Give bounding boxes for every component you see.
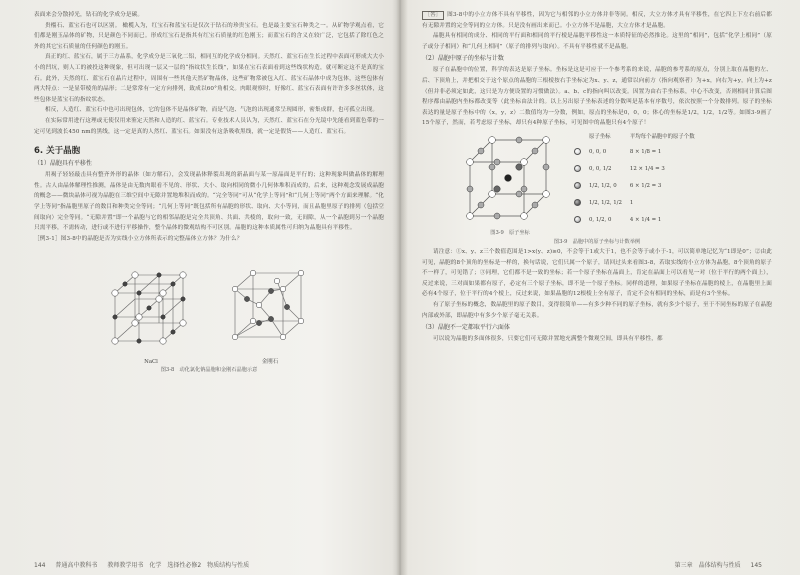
table-cell-coordinate: 0, 0, 0 — [589, 149, 607, 156]
figure-nacl — [105, 263, 197, 365]
figure-3-9 — [462, 132, 772, 236]
table-cell-coordinate: 0, 0, 1/2 — [589, 166, 612, 173]
figure-3-8-caption: 图3-8 动化氯化钠晶胞和金刚石晶胞示意 — [160, 367, 258, 374]
figure-3-9-caption-top: 图3-9 原子坐标 — [490, 229, 530, 236]
corner-atom-icon — [574, 148, 581, 155]
table-header-coordinate: 原子坐标 — [589, 133, 611, 140]
example-label: ［例3-1］ — [34, 235, 61, 242]
example-text: 图3-8中的晶胞是否为实线小立方体所表示的完整晶体立方体？为什么？ — [60, 235, 243, 242]
nacl-label: NaCl — [144, 359, 158, 366]
right-footer — [675, 560, 770, 569]
face-atom-icon — [574, 182, 581, 189]
diamond-label: 金刚石 — [261, 359, 279, 366]
right-page-number: 145 — [750, 562, 762, 569]
left-footer-book: 教师教学用书 化学 选择性必修2 物质结构与性质 — [107, 562, 250, 569]
left-footer-series: 普通高中教科书 — [55, 562, 98, 569]
paragraph-coordinates: 原子在晶胞中的位置，科学的表达是原子坐标。坐标是这是可应于一个参考系的来说，晶胞的参考系的原点，分别上取在晶胞的左、后、下顶角上，并把相交于这个原点的晶胞的三根棱按右手坐标定为x、y、z，通常以向前方（指向观察者）为+x，向右为+y，向上为+z（但并非必须定如此，这只是为方便设置的习惯做法）。a、b、c的指向叫以改变。因置为由右手坐标系，中心不改变，否则相同计算后图程序都由晶胞内坐标都改变等（此坐标由法计的。以上另出原子坐标表述的分数叫是基本有序数号，依次按照一个分数排列。原子的坐标表达的量是原子坐标中的（x，y，z）二数值均为一分数，例如，原点的坐标是0，0，0；体心的坐标是1/2，1/2，1/2等。如图3-9画了15个原子，然而，若考虑原子坐标，却只有4种原子坐标，可见图中的晶胞只有4个原子！ — [422, 67, 772, 127]
right-footer-chapter: 第三章 晶体结构与性质 — [674, 562, 741, 569]
table-cell-count: 6 × 1/2 = 3 — [629, 183, 662, 190]
edge-atom-icon — [574, 216, 581, 223]
paragraph-synthetic: 相反，人造红、蓝宝石中也可出现包体，它的包体不是晶体矿物，而是气泡、气泡的出现通常呈现圆形，密集成群，也可孤立出现。 — [45, 107, 379, 114]
paragraph-diamond-end: 表面来会分散掉光，钻石的化学成分是碳。 — [34, 12, 144, 18]
subsection-coordinates: （2）晶胞中原子的坐标与计数 — [422, 55, 504, 63]
paragraph-counting: 有了原子坐标的概念，数晶胞里的原子数目，变得很简单——有多少种不同的原子坐标，就有多少个原子，至于不同坐标的原子在晶胞内部或外部，即晶胞中有多少个原子毫无关系。 — [422, 301, 772, 319]
figure-diamond — [227, 261, 313, 365]
edge-atom-icon — [574, 165, 581, 172]
answer-text: 图3-8中的小立方体不具有平移性，因为它与相邻的小立方体并非等同。相反，大立方体才具有平移性，在它四上下左右前后都有无隙并置的完全等同的立方体。只是没有画出来而已。小立方体不是晶胞，大立方体才是晶胞。 — [422, 12, 772, 29]
nacl-lattice-diagram — [105, 263, 197, 355]
figure-3-9-cell — [462, 132, 558, 236]
answer-paragraph — [422, 10, 772, 31]
table-cell-count: 8 × 1/8 = 1 — [629, 149, 662, 156]
paragraph-polyhedra: 可以说为晶胞的多面体很多，只要它们可无隙并置地充满整个微观空间，即具有平移性，都 — [433, 336, 663, 343]
paragraph-translation: 晶胞具有相同的成分、相同的平行面和相同的平行棱是晶胞平移性这一本质特征的必然推论。这里的“相同”，包括“化学上相同”（原子或分子相同）和“几何上相同”（原子的排列与取向）。不具有平移性就不是晶胞。 — [422, 33, 772, 50]
atom-coordinate-cube — [462, 132, 558, 224]
example-question — [34, 234, 384, 245]
diamond-lattice-diagram — [227, 261, 313, 353]
paragraph-note: 请注意：①x、y、z三个数值范围是1>x(y、z)≥0，不会等于1或大于1，也不会等于或小于-1，可以简单地记忆为“1即是0”；②由此可见，晶胞的8个顶角的坐标是一样的，换句话说，它们只属一个原子，请回过头来看图3-8，若取实线的小立方体为晶胞，8个顶角的原子不一样了，可见错了；③同理，它们都不是一致的坐标；若一个原子坐标在晶面上，肯定在晶面上可以看见一对（位于平行的两个面上），反过来说，三对面如果都有原子，必定有三个原子坐标，即不是一个原子坐标。同样的道理，如果原子坐标在晶胞的棱上，在晶胞里上面必有4个原子，位于平行的4个棱上，反过来说，如果晶胞的12根棱上全有原子，肯定不会有相同的坐标，而是有3个坐标。 — [422, 248, 773, 298]
left-page-number: 144 — [34, 562, 46, 569]
paragraph-ruby-sapphire: 贵榴石、蓝宝石也可以区别。 橄榄入为，红宝石和蓝宝石是仅次于钻石的珍贵宝石。也是最主要宝石种类之一。从矿物学观点看，它们都是刚玉品体的矿物，只是颜色不同而已。形成红宝石是指其有红宝石质量的红色刚玉；而蓝宝石的含义在较广泛，它包括了除红色之外的其它宝石质量的任何颜色的刚玉。 — [34, 22, 384, 50]
answer-label: ［答］ — [422, 11, 444, 20]
body-center-atom-icon — [574, 199, 581, 206]
table-row — [570, 161, 699, 178]
table-cell-count: 1 — [629, 200, 634, 207]
atom-count-table — [570, 132, 699, 229]
table-row — [570, 144, 699, 161]
subsection-parallelepiped: （3）晶胞不一定都取平行六面体 — [422, 324, 510, 332]
left-footer — [34, 560, 257, 569]
table-row — [570, 195, 699, 212]
table-cell-coordinate: 0, 1/2, 0 — [589, 217, 612, 224]
table-cell-count: 4 × 1/4 = 1 — [629, 217, 662, 224]
paragraph-unit-cell: 用褐子轻轻敲击具有整齐外形的晶体（如方解石），会发现晶体释裂出现的新晶面与某一原晶面是平行的；这种现象叫做晶体的解理性。古人由晶体解理性推测，晶体是由无数肉眼看不见的、形状、大小、取向相同的微小几何体堆积而成的，后来，这种观念发展成晶胞的概念——微块晶体可视为晶胞在三维空间中无隙并置地堆积而成的。“完全等同”可从“化学上等同”和“几何上等同”两个方面来理解。“化学上等同”指晶胞里原子的数目和种类完全等同；“几何上等同”既包括所有晶胞的形状、取向、大小等同，而且晶胞里原子的排列（包括空间取向）完全等同。“无隙并置”即一个晶胞与它的相邻晶胞是完全共顶角、共面、共棱的，取向一致，无间隙，从一个晶胞到另一个晶胞只需平移，不需转动，进行或不进行平移操作，整个晶体的微观结构不可区别。晶胞的这种本质属性可归纳为晶胞具有平移性。 — [34, 172, 384, 232]
paragraph-identification: 在实际常用进行这理或无使仅用来鉴定天然和人造的红、蓝宝石。专业技术人员认为，天然红、蓝宝石在分光镜中先能看到蓝色带的一定可见到波长450 nm的黑线，这一定是真的人然红、蓝宝石。如果没有这条吸收黑线，就一定是假货——人造红、蓝宝石。 — [34, 117, 384, 135]
table-cell-coordinate: 1/2, 1/2, 1/2 — [589, 200, 622, 207]
table-row — [570, 178, 699, 195]
paragraph-corundum: 真正的红、蓝宝石，属于三方晶系，化学成分是三氧化二铝，相同互的化学成分相同。天然红、蓝宝石在生长过程中表面可形成大大小小的凹坑，则人工的被投这种现象，但可出现一层又一层的“指纹状生长线”，如果在宝石表面看到这些线状构造，就可断定这不是真的宝石。此外，天然的红、蓝宝石在晶片过程中，周围有一些其他天然矿物晶体，这些矿物常被包入红、蓝宝石晶体中成为包体，这些包体有两大特点：一是显带棱角的晶形；二是常常有一定方向排列，致成以60°角相交。肉眼观察时，好像红、蓝宝石表面有许许多多丝状体，这些包体是蓝宝石的指纹状态。 — [34, 54, 384, 103]
figure-3-8 — [34, 247, 384, 365]
table-cell-coordinate: 1/2, 1/2, 0 — [589, 183, 617, 190]
subsection-translation: （1）晶胞具有平移性 — [34, 160, 92, 168]
table-cell-count: 12 × 1/4 = 3 — [629, 166, 665, 173]
section-title-unit-cell: 6. 关于晶胞 — [34, 146, 81, 157]
table-row — [570, 212, 699, 229]
figure-3-9-caption: 图3-9 晶胞中的原子坐标与计数举例 — [553, 238, 641, 245]
table-header-count: 平均每个晶胞中的原子个数 — [629, 133, 695, 140]
left-page — [0, 0, 398, 575]
right-page — [402, 0, 800, 575]
